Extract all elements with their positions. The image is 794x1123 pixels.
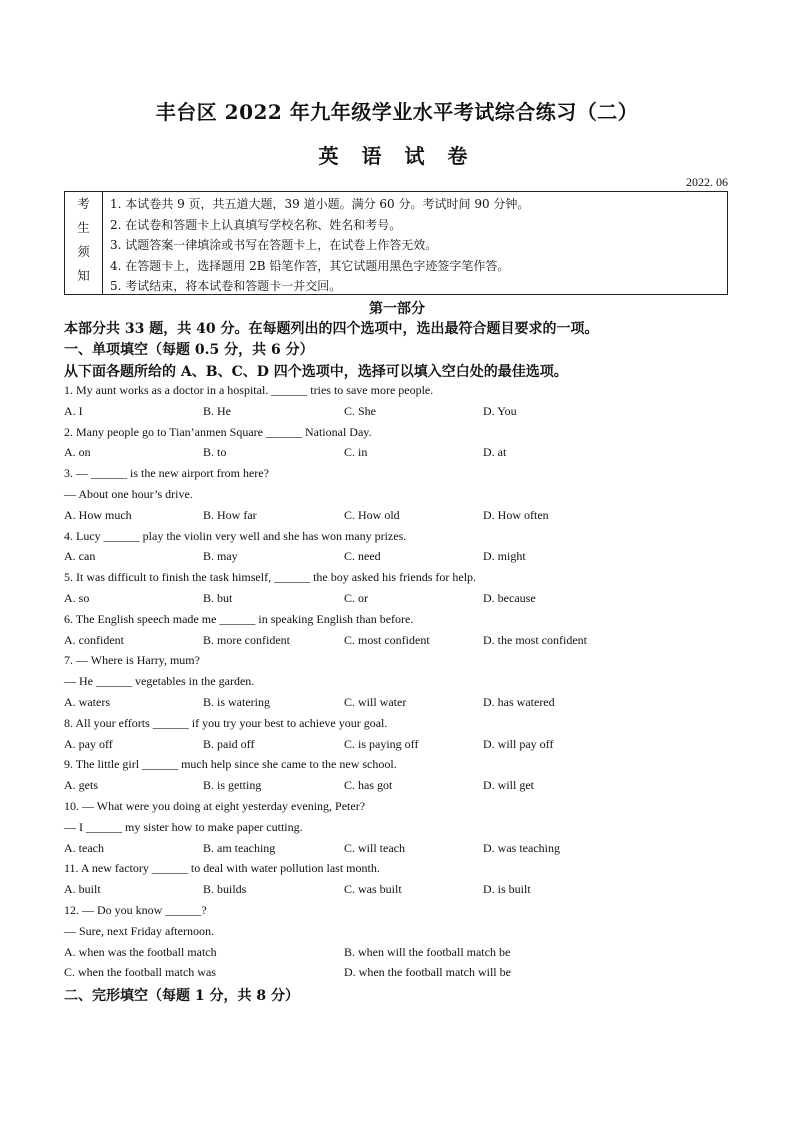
answer-option: A. built: [64, 882, 101, 897]
answer-option: A. teach: [64, 840, 104, 855]
question-text: 8. All your efforts ______ if you try your best to achieve your goal.: [64, 715, 388, 730]
question-text: 2. Many people go to Tian’anmen Square ______ National Day.: [64, 424, 372, 439]
answer-option: D. How often: [483, 507, 549, 522]
answer-option: C. has got: [344, 778, 393, 793]
answer-option: C. is paying off: [344, 736, 419, 751]
answer-option: A. waters: [64, 695, 110, 709]
answer-option: B. paid off: [203, 736, 255, 751]
question-text: 11. A new factory ______ to deal with water pollution last month.: [64, 861, 380, 876]
question-text: 6. The English speech made me ______ in speaking English than before.: [64, 611, 414, 626]
notice-item: 5. 考试结束，将本试卷和答题卡一并交回。: [110, 279, 342, 293]
section-heading: 一、单项填空（每题 0.5 分，共 6 分）: [64, 342, 314, 358]
notice-item: 2. 在试卷和答题卡上认真填写学校名称、姓名和考号。: [110, 217, 402, 232]
answer-option: B. is getting: [203, 778, 262, 793]
answer-option: B. He: [203, 403, 231, 418]
answer-option: B. to: [203, 445, 227, 460]
question-text: 4. Lucy ______ play the violin very well and she has won many prizes.: [64, 528, 407, 543]
exam-subtitle: 英 语 试 卷: [318, 144, 476, 168]
exam-title: 丰台区 2022 年九年级学业水平考试综合练习（二）: [155, 100, 639, 124]
answer-option: A. gets: [64, 778, 98, 793]
answer-option: A. confident: [64, 632, 124, 647]
notice-label-char: 生: [77, 220, 90, 235]
notice-item: 1. 本试卷共 9 页，共五道大题，39 道小题。满分 60 分。考试时间 90 分钟。: [110, 197, 530, 211]
answer-option: B. builds: [203, 882, 247, 897]
answer-option: D. You: [483, 403, 517, 418]
question-text: 10. — What were you doing at eight yesterday evening, Peter?: [64, 799, 366, 813]
section-instruction: 从下面各题所给的 A、B、C、D 四个选项中，选择可以填入空白处的最佳选项。: [64, 364, 568, 380]
answer-option: D. at: [483, 445, 507, 460]
answer-option: C. was built: [344, 882, 402, 897]
answer-option: C. will water: [344, 695, 407, 709]
question-text: 1. My aunt works as a doctor in a hospital. ______ tries to save more people.: [64, 383, 434, 397]
answer-option: B. is watering: [203, 695, 270, 709]
notice-label-char: 须: [77, 244, 90, 259]
answer-option: B. may: [203, 549, 238, 564]
question-text: 5. It was difficult to finish the task himself, ______ the boy asked his friends for help.: [64, 570, 477, 585]
answer-option: A. so: [64, 591, 90, 605]
question-text: 9. The little girl ______ much help since she came to the new school.: [64, 757, 397, 772]
answer-option: A. How much: [64, 507, 132, 522]
notice-label: [65, 192, 103, 294]
question-text: 7. — Where is Harry, mum?: [64, 653, 200, 668]
notice-label-char: 知: [77, 268, 90, 283]
answer-option: D. will get: [483, 778, 534, 793]
exam-date: 2022. 06: [686, 175, 728, 189]
answer-option: D. the most confident: [483, 632, 587, 647]
answer-option: A. on: [64, 445, 91, 460]
section-heading: 二、完形填空（每题 1 分，共 8 分）: [64, 988, 299, 1004]
question-text: — He ______ vegetables in the garden.: [64, 674, 255, 689]
notice-item: 4. 在答题卡上，选择题用 2B 铅笔作答，其它试题用黑色字迹签字笔作答。: [110, 258, 510, 273]
answer-option: C. in: [344, 445, 368, 460]
part-intro: 本部分共 33 题，共 40 分。在每题列出的四个选项中，选出最符合题目要求的一项。: [64, 321, 599, 337]
answer-option: D. was teaching: [483, 840, 560, 855]
answer-option: C. will teach: [344, 840, 405, 855]
answer-option: A. can: [64, 549, 96, 564]
answer-option: C. How old: [344, 507, 400, 522]
answer-option: D. will pay off: [483, 736, 554, 751]
answer-option: C. when the football match was: [64, 965, 216, 980]
answer-option: B. am teaching: [203, 840, 276, 855]
notice-item: 3. 试题答案一律填涂或书写在答题卡上，在试卷上作答无效。: [110, 238, 438, 252]
question-text: — Sure, next Friday afternoon.: [64, 923, 214, 938]
answer-option: B. more confident: [203, 632, 290, 647]
part-title: 第一部分: [369, 301, 425, 317]
answer-option: A. pay off: [64, 736, 113, 751]
question-text: — I ______ my sister how to make paper cutting.: [64, 819, 303, 834]
question-text: 3. — ______ is the new airport from here?: [64, 466, 269, 481]
answer-option: D. is built: [483, 882, 531, 897]
answer-option: C. or: [344, 591, 368, 605]
answer-option: D. because: [483, 591, 536, 605]
answer-option: B. but: [203, 591, 233, 605]
question-text: — About one hour’s drive.: [64, 487, 193, 501]
answer-option: B. How far: [203, 507, 257, 522]
answer-option: B. when will the football match be: [344, 944, 511, 959]
notice-label-char: 考: [77, 196, 90, 211]
answer-option: C. need: [344, 549, 381, 564]
answer-option: A. I: [64, 403, 83, 418]
answer-option: D. might: [483, 549, 526, 564]
answer-option: C. most confident: [344, 632, 430, 647]
answer-option: D. when the football match will be: [344, 965, 511, 980]
question-text: 12. — Do you know ______?: [64, 903, 207, 917]
answer-option: A. when was the football match: [64, 944, 217, 959]
answer-option: C. She: [344, 403, 377, 418]
candidate-notice-box: [64, 191, 728, 295]
notice-items: [110, 194, 529, 297]
answer-option: D. has watered: [483, 695, 555, 709]
